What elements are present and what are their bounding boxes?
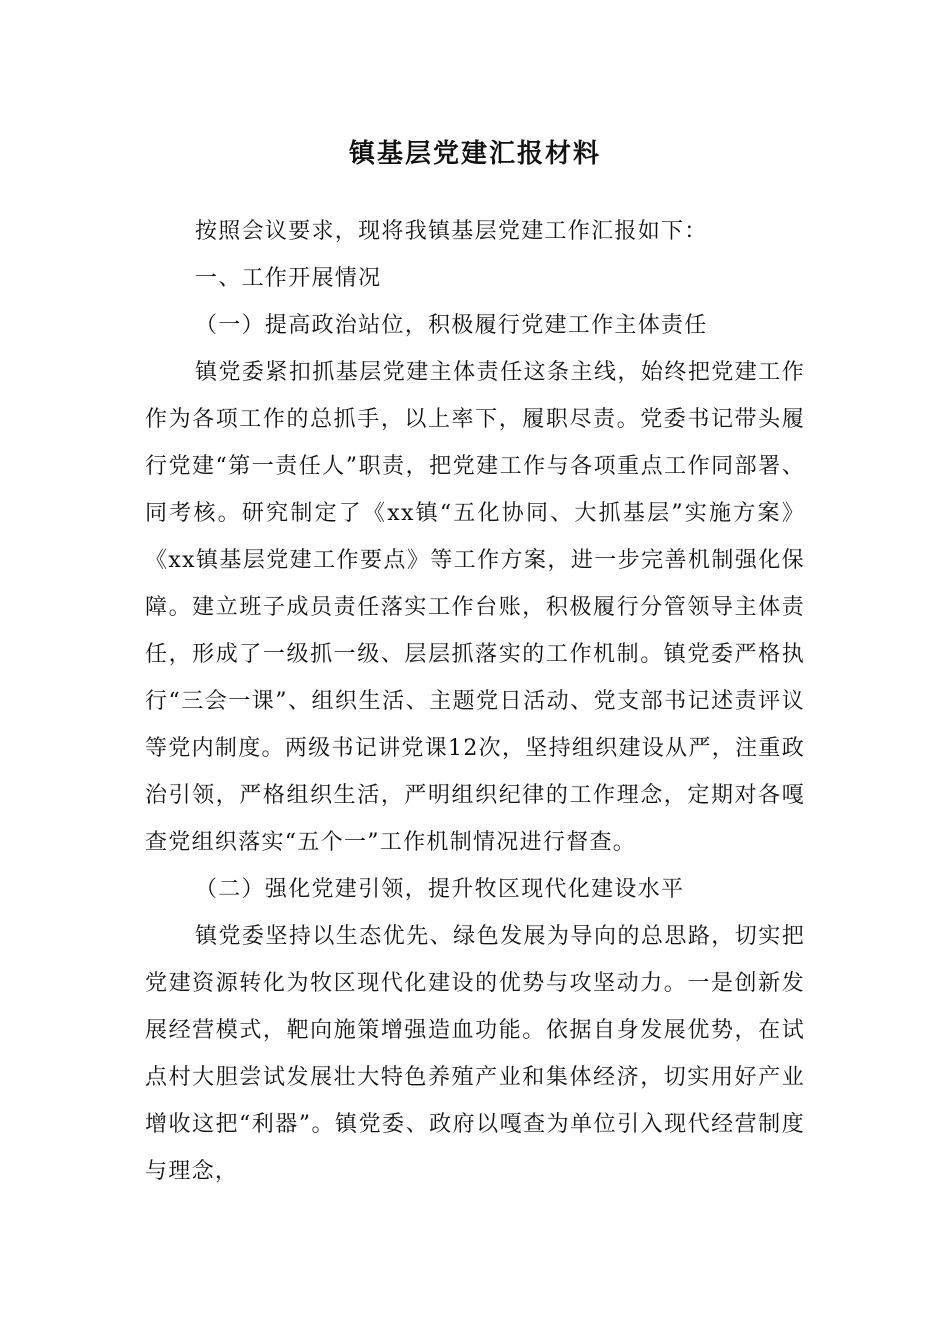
intro-paragraph: 按照会议要求，现将我镇基层党建工作汇报如下： <box>195 219 708 244</box>
subsection-heading-2: （二）强化党建引领，提升牧区现代化建设水平 <box>195 877 685 902</box>
document-body <box>145 208 805 1195</box>
section-heading: 一、工作开展情况 <box>195 266 382 291</box>
body-paragraph-1: 镇党委紧扣抓基层党建主体责任这条主线，始终把党建工作作为各项工作的总抓手，以上率下，履职尽责。党委书记带头履行党建“第一责任人”职责，把党建工作与各项重点工作同部署、同考核。研究制定了《xx镇“五化协同、大抓基层”实施方案》《xx镇基层党建工作要点》等工作方案，进一步完善机制强化保障。建立班子成员责任落实工作台账，积极履行分管领导主体责任，形成了一级抓一级、层层抓落实的工作机制。镇党委严格执行“三会一课”、组织生活、主题党日活动、党支部书记述责评议等党内制度。两级书记讲党课12次，坚持组织建设从严，注重政治引领，严格组织生活，严明组织纪律的工作理念，定期对各嘎查党组织落实“五个一”工作机制情况进行督查。 <box>145 360 805 855</box>
body-paragraph-2: 镇党委坚持以生态优先、绿色发展为导向的总思路，切实把党建资源转化为牧区现代化建设的优势与攻坚动力。一是创新发展经营模式，靶向施策增强造血功能。依据自身发展优势，在试点村大胆尝试发展壮大特色养殖产业和集体经济，切实用好产业增收这把“利器”。镇党委、政府以嘎查为单位引入现代经营制度与理念， <box>145 924 805 1184</box>
document-title: 镇基层党建汇报材料 <box>348 139 601 169</box>
subsection-heading-1: （一）提高政治站位，积极履行党建工作主体责任 <box>195 313 708 338</box>
